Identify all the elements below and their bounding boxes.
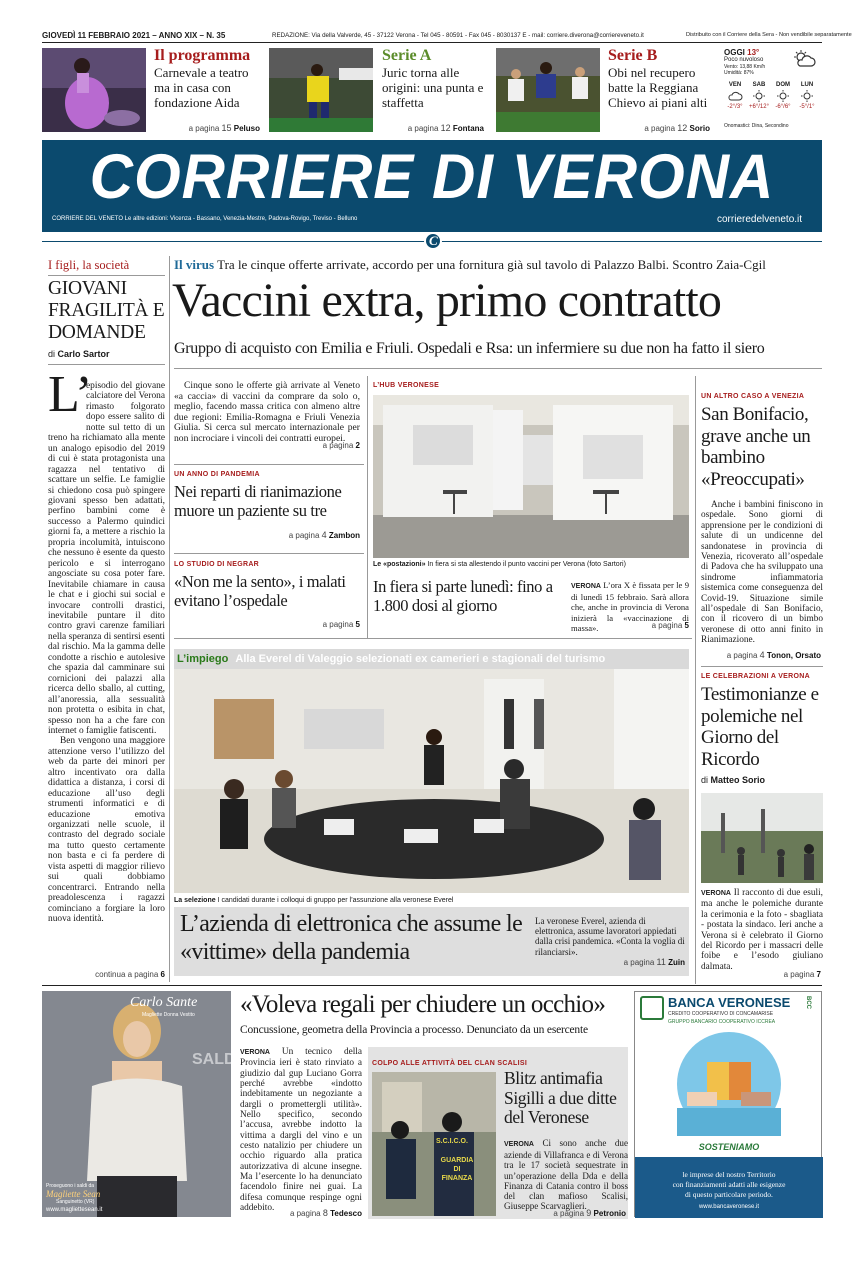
ad-left-brand-sub: Magliette Donna Vestito: [142, 1012, 195, 1018]
ad-right[interactable]: [634, 991, 822, 1217]
left-lead-text: [48, 381, 165, 925]
ricordo-byline: [701, 775, 765, 785]
impiego-ref-prefix: a pagina: [623, 958, 655, 967]
impiego-kicker-text: Alla Everel di Valeggio selezionati ex camerieri e stagionali del turismo: [235, 653, 606, 665]
negrar-ref[interactable]: [174, 620, 360, 629]
bank-line-2: con finanziamenti adatti alle esigenze: [672, 1180, 786, 1189]
ricordo-headline: Testimonianze e polemiche nel Giorno del Ricordo: [701, 684, 819, 770]
scalisi-body-block: [504, 1138, 628, 1211]
ricordo-ref-page: 7: [816, 970, 821, 979]
negrar-kicker: LO STUDIO DI NEGRAR: [174, 561, 260, 568]
teaser-2-ref-page: 12: [440, 123, 451, 133]
lead-kicker-text: Tra le cinque offerte arrivate, accordo per una fornitura già sul tavolo di Palazzo Balbi. Scontro Zaia-Cgil: [217, 257, 766, 272]
negrar-headline: «Non me la sento», i malati evitano l’ospedale: [174, 572, 346, 610]
ricordo-body-block: [701, 888, 823, 972]
weather-day-4: [796, 82, 818, 110]
impiego-caption: [174, 897, 689, 904]
left-para2: Ben vengono una maggiore attenzione verso l’utilizzo del web da parte dei minori per altro incentivato ora dalla didattica a distanza, i corsi di educazione all’uso degli strumenti informatici e di educazione emotiva organizzati nelle scuole, il contrasto del degrado sociale ma tutto questo certamente non basta e ci fa perdere di vista aspetti di maggior rilievo sui quali dobbiamo concentrarci. Entrando nella preadolescenza i ragazzi cominciano a forgiare la loro nuova identità.: [48, 736, 165, 925]
lead-ref-prefix: a pagina: [322, 441, 354, 450]
negrar-ref-prefix: a pagina: [322, 620, 354, 629]
ricordo-photo-svg: [701, 793, 823, 883]
regali-body: Un tecnico della Provincia ieri è stato rinviato a giudizio dal gup Luciano Gorra perché avrebbe «indotto indebitamente un negoziante a dargli o promettergli utilità». Nello specifico, secondo l’accusa, avrebbe indotto la vittima a dargli del vino e un cesto natalizio per chiudere un occhio riguardo alla pratica autorizzativa di alcune insegne. Ma l’esercente lo ha denunciato facendolo finire nei guai. La difesa comunque respinge ogni addebito.: [240, 1047, 363, 1214]
weather-box: [722, 46, 822, 134]
weather-today-temp: 13°: [747, 48, 760, 57]
masthead-title: CORRIERE DI VERONA: [89, 141, 775, 212]
left-kicker-rule: [48, 275, 165, 276]
weather-today-desc: Poco nuvoloso: [724, 57, 764, 63]
impiego-caption-text: I candidati durante i colloqui di gruppo per l’assunzione alla veronese Everel: [217, 897, 454, 904]
bank-name: BANCA VERONESE: [668, 995, 791, 1010]
teaser-2-ref[interactable]: [376, 123, 484, 133]
ad-left-shop: Magliette Sean: [46, 1189, 101, 1199]
teaser-2-title: Serie A: [382, 47, 432, 64]
weather-day-4-name: LUN: [800, 82, 814, 88]
teaser-3-ref[interactable]: [600, 123, 710, 133]
teaser-photo-football: [269, 48, 373, 132]
impiego-headline: L’azienda di elettronica che assume le «vittime» della pandemia: [180, 911, 523, 965]
scalisi-kicker: COLPO ALLE ATTIVITÀ DEL CLAN SCALISI: [372, 1060, 528, 1067]
hub-caption-bold: Le «postazioni»: [373, 561, 426, 568]
bank-logo-icon: [640, 996, 664, 1020]
teaser-2-text: Juric torna alle origini: una punta e staffetta: [382, 65, 484, 110]
teaser-1-ref-page: 15: [221, 123, 232, 133]
weather-humidity: Umidità: 87%: [724, 70, 754, 76]
masthead-subline: CORRIERE DEL VENETO Le altre edizioni: Vicenza - Bassano, Venezia-Mestre, Padova-Rovigo, Treviso - Belluno: [52, 216, 358, 222]
rianimazione-ref-page: 4: [321, 530, 327, 540]
cloud-icon: [728, 90, 742, 102]
regali-body-block: [240, 1047, 362, 1214]
rianimazione-kicker: UN ANNO DI PANDEMIA: [174, 471, 260, 478]
teaser-photo-theatre: [42, 48, 146, 132]
left-lead-body: episodio del giovane calciatore del Verona rimasto folgorato dopo essere salito di notte sul tetto di un treno ha richiamato alla mente un analogo episodio del 2019 di cui è stata protagonista una ragazza nel tentativo di scattare un selfie. Le famiglie si chiedono cosa può spingere giovani spesso ben adattati, perfino bambini come è successo a Palermo quindici giorni fa, a mettere a rischio la propria incolumità, intuiscono che nessuno è esente da questo pericolo e si interrogano angosciate su cosa poter fare. Inevitabile chiamare in causa le chat e i giochi sui social e invocare controlli drastici, inevitabile puntare il dito contro gravi carenze familiari nella speranza di sentirsi esenti dal rischio. Ma la gamma delle condotte a rischio e autolesive che spazia dal camminare sui cornicioni dei palazzi alla ricerca dello sballo, al cutting, all’anoressia, alla sessualità non protetta o esibita in chat, spesso non ha a che fare con internet o famiglie fatiscenti.: [48, 381, 165, 736]
hub-ref-prefix: a pagina: [651, 621, 683, 630]
weather-day-1: [724, 82, 746, 110]
bottom-section-rule: [42, 985, 822, 986]
hub-dateline: VERONA: [571, 583, 601, 590]
impiego-bar: [174, 649, 689, 669]
impiego-caption-bold: La selezione: [174, 897, 216, 904]
bank-line-3: di questo particolare periodo.: [685, 1190, 773, 1199]
weather-day-1-temps: -2°/3°: [727, 104, 743, 110]
teaser-3-ref-page: 12: [677, 123, 688, 133]
right-col-divider: [695, 376, 696, 984]
lead-kicker: Il virus: [174, 257, 215, 272]
teaser-1-ref[interactable]: [150, 123, 260, 133]
lead-ref-page: 2: [355, 441, 360, 450]
scalisi-photo-svg: [372, 1072, 496, 1216]
rule-rianimazione: [174, 464, 364, 465]
ad-left-place: Sanguinetto (VR): [56, 1199, 95, 1205]
regali-ref-author: Tedesco: [330, 1209, 362, 1218]
dropcap-spacer: [48, 381, 86, 425]
rule-ricordo: [701, 666, 823, 667]
teaser-1-ref-author: Peluso: [233, 124, 260, 133]
hub-body: L’ora X è fissata per le 9 di lunedì 15 febbraio. Sarà allora che, anche in provincia di Verona inizierà la «vaccinazione di massa».: [571, 580, 689, 633]
top-rule: [42, 42, 822, 43]
weather-day-3-name: DOM: [776, 82, 790, 88]
teaser-1-ref-prefix: a pagina: [188, 124, 220, 133]
regali-ref[interactable]: [240, 1208, 362, 1218]
redazione-line: REDAZIONE: Via della Valverde, 45 - 37122 Verona - Tel 045 - 80591 - Fax 045 - 8030137 E - mail: corriere.diverona@corriereveneto.it: [272, 32, 644, 39]
weather-day-4-temps: -5°/1°: [799, 104, 815, 110]
weather-today-word: OGGI: [724, 48, 745, 57]
teaser-3-ref-prefix: a pagina: [644, 124, 676, 133]
sun-icon: [752, 90, 766, 102]
impiego-ref[interactable]: [535, 957, 685, 967]
lead-headline: Vaccini extra, primo contratto: [172, 274, 722, 327]
impiego-photo: [174, 669, 689, 893]
rianimazione-ref-prefix: a pagina: [288, 531, 320, 540]
rianimazione-ref-author: Zambon: [328, 531, 360, 540]
impiego-ref-page: 11: [656, 957, 666, 967]
ricordo-kicker: LE CELEBRAZIONI A VERONA: [701, 673, 810, 680]
scalisi-photo: [372, 1072, 496, 1216]
left-headline: GIOVANI FRAGILITÀ E DOMANDE: [48, 278, 165, 343]
lead-ref[interactable]: [174, 441, 360, 450]
bonifacio-headline: San Bonifacio, grave anche un bambino «Preoccupati»: [701, 404, 811, 490]
bonifacio-body: Anche i bambini finiscono in ospedale. Sono giorni di apprensione per le condizioni di salute di un undicenne del sandonatese in provincia di Venezia, ricoverato all’ospedale di Padova che ha sviluppato una sindrome infiammatoria sistemica come conseguenza del Covid-19. Situazione simile all’ospedale di San Bonifacio, con il ricovero di un bimbo veronese di otto anni finito in Rianimazione.: [701, 500, 823, 646]
puzzle-hands-icon: [677, 1032, 781, 1136]
masthead: [42, 140, 822, 232]
hub-divider-left: [367, 376, 368, 638]
impiego-ref-author: Zuin: [668, 958, 685, 967]
bank-sub: CREDITO COOPERATIVO DI CONCAMARISE: [668, 1011, 774, 1017]
teaser-1-text: Carnevale a teatro ma in casa con fondazione Aida: [154, 65, 249, 110]
left-byline-name: Carlo Sartor: [57, 349, 110, 359]
theatre-photo-svg: [42, 48, 146, 132]
left-kicker: I figli, la società: [48, 258, 130, 272]
distribution-note: Distribuito con il Corriere della Sera - Non vendibile separatamente: [686, 32, 852, 38]
bonifacio-ref-page: 4: [759, 650, 765, 660]
logo-letter: C: [429, 233, 438, 248]
sun-icon: [800, 90, 814, 102]
bonifacio-kicker: UN ALTRO CASO A VENEZIA: [701, 393, 805, 400]
left-dropcap: L’: [48, 366, 93, 423]
left-col-divider: [169, 256, 170, 982]
teaser-2-ref-author: Fontana: [452, 124, 484, 133]
teaser-3-ref-author: Sorio: [689, 124, 710, 133]
hub-caption: [373, 561, 689, 568]
ricordo-body: Il racconto di due esuli, ma anche le polemiche durante la cerimonia e la foto - sbagliata - postata la sindaco. Ieri anche a Verona si è celebrato il Giorno del Ricordo per i massacri delle foibe e l’esodo giuliano dalmata.: [701, 888, 823, 972]
bank-sosteniamo: SOSTENIAMO: [698, 1142, 760, 1152]
ricordo-dateline: VERONA: [701, 890, 731, 897]
weather-day-2-name: SAB: [752, 82, 766, 88]
impiego-kicker: L’impiego: [177, 653, 229, 665]
teaser-2-ref-prefix: a pagina: [407, 124, 439, 133]
weather-today-label: [724, 48, 759, 57]
weather-onomastici: Onomastici: Dina, Secondino: [724, 123, 789, 129]
ricordo-photo: [701, 793, 823, 883]
scalisi-body: Ci sono anche due aziende di Villafranca e di Verona tra le 17 società sequestrate in un’operazione della Dda e della Finanza di Catania contro il boss del clan mafioso Scalisi, Giuseppe Scarvaglieri.: [504, 1138, 628, 1212]
hub-photo-svg: [373, 395, 689, 558]
scalisi-dateline: VERONA: [504, 1141, 534, 1148]
impiego-photo-svg: [174, 669, 689, 893]
lead-body: Cinque sono le offerte già arrivate al Veneto «a caccia» di vaccini da comprare da solo o, meglio, facendo massa critica con almeno altre due regioni: Emilia-Romagna e Friuli Venezia Giulia. Si cerca sul mercato internazionale per non incrociare i vincoli dei contratti europei.: [174, 380, 360, 444]
ad-left-saldi: SALDI: [192, 1051, 240, 1068]
chievo-photo-svg: [496, 48, 600, 132]
ricordo-byline-name: Matteo Sorio: [710, 775, 766, 785]
weather-day-1-name: VEN: [728, 82, 742, 88]
hub-caption-text: In fiera si sta allestendo il punto vaccini per Verona (foto Sartori): [427, 561, 626, 568]
bonifacio-ref-authors: Tonon, Orsato: [766, 651, 821, 660]
regali-ref-prefix: a pagina: [289, 1209, 321, 1218]
scalisi-vest-2: GUARDIA DI FINANZA: [440, 1157, 474, 1182]
impiego-body: La veronese Everel, azienda di elettronica, assume lavoratori appiedati dalla crisi pandemica. «Conta la voglia di rilanciarsi».: [535, 916, 685, 957]
lead-kicker-line: [174, 257, 824, 273]
hub-ref[interactable]: [571, 621, 689, 630]
teaser-1-title: Il programma: [154, 47, 251, 64]
rianimazione-ref[interactable]: [174, 530, 360, 540]
ad-left-brand: Carlo Sante: [130, 995, 198, 1010]
scalisi-vest-1: S.C.I.C.O.: [436, 1138, 468, 1145]
ad-left[interactable]: [42, 991, 240, 1217]
ricordo-byline-prefix: di: [701, 775, 709, 785]
weather-day-2: [748, 82, 770, 110]
football-photo-svg: [269, 48, 373, 132]
weather-day-2-temps: +6°/12°: [749, 104, 769, 110]
bank-line-1: le imprese del nostro Territorio: [682, 1170, 776, 1179]
hub-kicker: L’HUB VERONESE: [373, 382, 440, 389]
date-line: GIOVEDÌ 11 FEBBRAIO 2021 – ANNO XIX – N. 35: [42, 31, 226, 40]
weather-day-3: [772, 82, 794, 110]
ricordo-ref[interactable]: [701, 970, 821, 979]
hub-ref-page: 5: [684, 621, 689, 630]
left-byline-prefix: di: [48, 349, 56, 359]
impiego-top-rule: [174, 638, 692, 639]
teaser-3-title: Serie B: [608, 47, 658, 64]
left-continua-page: 6: [160, 970, 165, 979]
partly-cloudy-icon: [792, 50, 816, 68]
masthead-website[interactable]: corrieredelveneto.it: [717, 214, 803, 225]
ad-left-promo: Proseguono i saldi da: [46, 1183, 95, 1189]
bank-website: www.bancaveronese.it: [698, 1204, 760, 1210]
regali-dateline: VERONA: [240, 1049, 270, 1056]
hub-headline: In fiera si parte lunedì: fino a 1.800 dosi al giorno: [373, 577, 553, 615]
bank-illustration: [677, 1032, 781, 1136]
negrar-ref-page: 5: [355, 620, 360, 629]
hub-photo: [373, 395, 689, 558]
ad-left-website: www.magliettesean.it: [46, 1207, 103, 1213]
teaser-photo-chievo: [496, 48, 600, 132]
weather-wind: Vento: 13,88 Km/h: [724, 64, 766, 70]
bank-bcc: BCC: [805, 996, 811, 1009]
weather-day-3-temps: -6°/6°: [775, 104, 791, 110]
scalisi-ref-prefix: a pagina: [553, 1209, 585, 1218]
bank-group: GRUPPO BANCARIO COOPERATIVO ICCREA: [668, 1019, 776, 1025]
scalisi-ref[interactable]: [504, 1208, 626, 1218]
lead-rule: [174, 368, 822, 369]
scalisi-headline: Blitz antimafia Sigilli a due ditte del Veronese: [504, 1068, 617, 1127]
ricordo-ref-prefix: a pagina: [783, 970, 815, 979]
bonifacio-ref-prefix: a pagina: [726, 651, 758, 660]
regali-headline: «Voleva regali per chiudere un occhio»: [240, 991, 606, 1018]
bonifacio-ref[interactable]: [701, 650, 821, 660]
teaser-3-text: Obi nel recupero batte la Reggiana Chievo ai piani alti: [608, 65, 708, 110]
left-byline: [48, 349, 110, 359]
left-byline-rule: [48, 364, 165, 365]
regali-ref-page: 8: [322, 1208, 328, 1218]
scalisi-ref-author: Petronio: [593, 1209, 626, 1218]
sun-icon: [776, 90, 790, 102]
masthead-logo-badge: [424, 232, 442, 250]
rianimazione-headline: Nei reparti di rianimazione muore un paziente su tre: [174, 482, 342, 520]
lead-subhead: Gruppo di acquisto con Emilia e Friuli. Ospedali e Rsa: un infermiere su due non ha fatto il siero: [174, 340, 765, 357]
left-continua[interactable]: [48, 970, 165, 979]
regali-subhead: Concussione, geometra della Provincia a processo. Denunciato da un esercente: [240, 1024, 588, 1036]
rule-negrar: [174, 553, 364, 554]
scalisi-ref-page: 9: [586, 1208, 592, 1218]
left-continua-prefix: continua a pagina: [95, 970, 159, 979]
